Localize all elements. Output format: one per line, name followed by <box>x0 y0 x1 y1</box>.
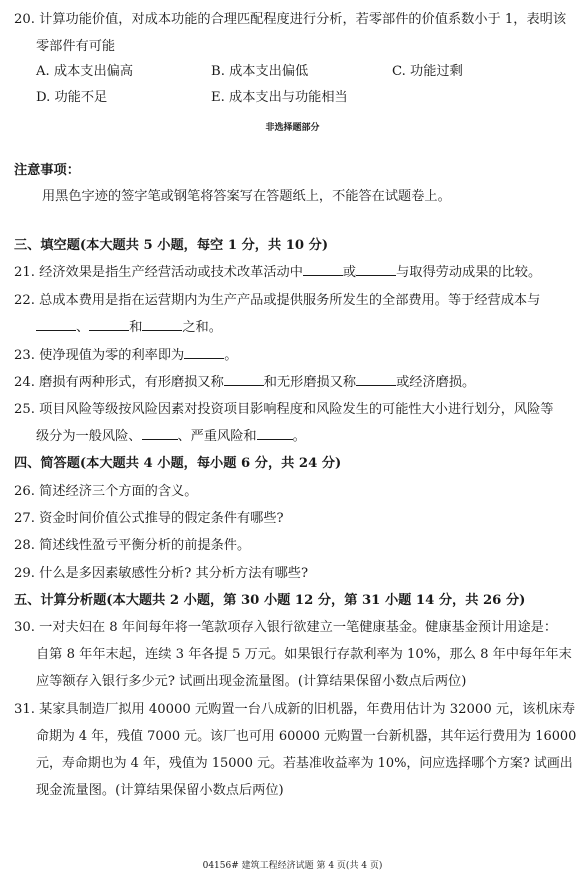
q21-text-c: 与取得劳动成果的比较。 <box>396 265 542 280</box>
answer-blank <box>257 427 293 440</box>
q22-end: 之和。 <box>182 320 222 335</box>
notice-title: 注意事项： <box>14 163 80 178</box>
q22-line1: 22. 总成本费用是指在运营期内为生产产品或提供服务所发生的全部费用。等于经营成本与 <box>14 293 541 308</box>
q21 <box>14 261 541 280</box>
answer-blank <box>184 346 224 359</box>
q24-text-a: 24. 磨损有两种形式，有形磨损又称 <box>14 375 224 390</box>
q25-text-b: 、严重风险和 <box>177 429 257 444</box>
part-title: 非选择题部分 <box>265 123 320 133</box>
q29: 29. 什么是多因素敏感性分析? 其分析方法有哪些? <box>14 566 309 581</box>
q28: 28. 简述线性盈亏平衡分析的前提条件。 <box>14 538 251 553</box>
q21-text-b: 或 <box>342 265 357 280</box>
answer-blank <box>89 318 129 331</box>
q20-option-d: D. 功能不足 <box>36 90 108 105</box>
q24 <box>14 371 475 390</box>
q24-text-c: 或经济磨损。 <box>396 375 476 390</box>
q30-line2: 自第 8 年年末起，连续 3 年各提 5 万元。如果银行存款利率为 10%，那么 8 年中每年年末 <box>36 647 572 662</box>
q27: 27. 资金时间价值公式推导的假定条件有哪些? <box>14 511 284 526</box>
q31-line4: 现金流量图。(计算结果保留小数点后两位) <box>36 783 284 798</box>
q25-text-a: 级分为一般风险、 <box>36 429 142 444</box>
page-footer: 04156# 建筑工程经济试题 第 4 页(共 4 页) <box>202 861 383 871</box>
answer-blank <box>142 318 182 331</box>
answer-blank <box>356 263 396 276</box>
section5-title: 五、计算分析题(本大题共 2 小题，第 30 小题 12 分，第 31 小题 14 分，共 26 分) <box>14 593 526 608</box>
q25-line2 <box>36 425 306 444</box>
q21-text-a: 21. 经济效果是指生产经营活动或技术改革活动中 <box>14 265 303 280</box>
q22-line2 <box>36 316 222 335</box>
section4-title: 四、简答题(本大题共 4 小题，每小题 6 分，共 24 分) <box>14 456 342 471</box>
q20-line1: 20. 计算功能价值，对成本功能的合理匹配程度进行分析，若零部件的价值系数小于 1，表明该 <box>14 12 567 27</box>
q23-text: 23. 使净现值为零的利率即为 <box>14 348 185 363</box>
q22-sep2: 和 <box>129 320 143 335</box>
q30-line1: 30. 一对夫妇在 8 年间每年将一笔款项存入银行欲建立一笔健康基金。健康基金预计用途是： <box>14 620 558 635</box>
q26: 26. 简述经济三个方面的含义。 <box>14 484 198 499</box>
answer-blank <box>356 373 396 386</box>
answer-blank <box>142 427 178 440</box>
q31-line2: 命期为 4 年，残值 7000 元。该厂也可用 60000 元购置一台新机器，其年运行费用为 16000 <box>36 729 577 744</box>
notice-text: 用黑色字迹的签字笔或钢笔将答案写在答题纸上，不能答在试题卷上。 <box>42 189 451 204</box>
q24-text-b: 和无形磨损又称 <box>263 375 357 390</box>
q30-line3: 应等额存入银行多少元? 试画出现金流量图。(计算结果保留小数点后两位) <box>36 674 467 689</box>
q20-line2: 零部件有可能 <box>36 39 116 54</box>
q23-end: 。 <box>224 348 238 363</box>
q20-option-e: E. 成本支出与功能相当 <box>211 90 348 105</box>
answer-blank <box>224 373 264 386</box>
answer-blank <box>36 318 76 331</box>
q20-option-a: A. 成本支出偏高 <box>36 64 134 79</box>
q31-line1: 31. 某家具制造厂拟用 40000 元购置一台八成新的旧机器，年费用估计为 32000 元，该机床寿 <box>14 702 576 717</box>
q22-sep1: 、 <box>76 320 90 335</box>
answer-blank <box>303 263 343 276</box>
q31-line3: 元，寿命期也为 4 年，残值为 15000 元。若基准收益率为 10%，问应选择哪个方案? 试画出 <box>36 756 573 771</box>
q20-option-c: C. 功能过剩 <box>392 64 463 79</box>
q25-line1: 25. 项目风险等级按风险因素对投资项目影响程度和风险发生的可能性大小进行划分，风险等 <box>14 402 554 417</box>
q20-option-b: B. 成本支出偏低 <box>211 64 309 79</box>
section3-title: 三、填空题(本大题共 5 小题，每空 1 分，共 10 分) <box>14 238 329 253</box>
q23 <box>14 344 237 363</box>
q25-end: 。 <box>292 429 306 444</box>
